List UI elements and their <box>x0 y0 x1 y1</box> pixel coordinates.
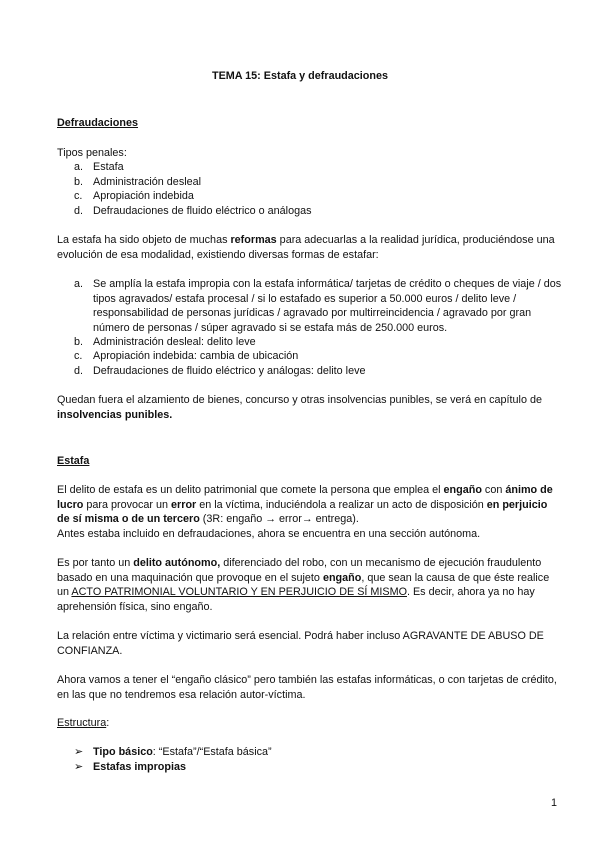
list-marker: c. <box>74 190 83 202</box>
list-marker: d. <box>74 205 84 217</box>
engano-clasico-paragraph: Ahora vamos a tener el “engaño clásico” pero también las estafas informáticas, o con tarjetas de crédito, en las que no tendremos esa relación autor-víctima. <box>57 674 557 701</box>
text: La estafa ha sido objeto de muchas <box>57 234 231 246</box>
list-item: Estafa <box>93 161 124 173</box>
list-marker: b. <box>74 336 84 348</box>
bold-text: Tipo básico <box>93 746 153 758</box>
bold-text: ánimo de lucro <box>57 484 553 511</box>
underlined-text: Estructura <box>57 717 107 729</box>
text: con <box>481 484 506 496</box>
arrow-bullet-icon: ➢ <box>74 746 84 758</box>
reformas-paragraph <box>57 233 557 262</box>
relacion-paragraph: La relación entre víctima y victimario será esencial. Podrá haber incluso AGRAVANTE DE ABUSO DE CONFIANZA. <box>57 630 544 657</box>
section-heading-defraudaciones: Defraudaciones <box>57 117 139 129</box>
page-number: 1 <box>550 797 557 809</box>
bold-text: reformas <box>230 234 277 246</box>
list-item: Administración desleal <box>93 176 202 188</box>
list-marker: d. <box>74 365 84 377</box>
bold-text: delito autónomo, <box>133 557 221 569</box>
text: : <box>106 717 110 729</box>
text: Quedan fuera el alzamiento de bienes, concurso y otras insolvencias punibles, se verá en capítulo de <box>57 394 542 406</box>
text: para provocar un <box>83 498 172 511</box>
section-heading-estafa: Estafa <box>57 455 90 467</box>
text: . Es decir, ahora ya no hay aprehensión física, sino engaño. <box>57 586 535 613</box>
bold-text: en perjuicio de sí misma o de un tercero <box>57 498 548 525</box>
list-marker: a. <box>74 161 84 173</box>
text: El delito de estafa es un delito patrimonial que comete la persona que emplea el <box>57 484 444 496</box>
list-item: Apropiación indebida: cambia de ubicación <box>93 350 299 362</box>
bold-text: error <box>171 498 197 511</box>
bold-text: engaño <box>443 484 482 496</box>
list-item: Apropiación indebida <box>93 190 194 202</box>
list-marker: b. <box>74 176 84 188</box>
text: , que sean la causa de que éste realice un <box>57 571 550 598</box>
fuera-paragraph <box>57 393 557 422</box>
estructura-label <box>57 716 557 731</box>
page-title: TEMA 15: Estafa y defraudaciones <box>211 70 388 82</box>
underlined-text: ACTO PATRIMONIAL VOLUNTARIO Y EN PERJUICIO DE SÍ MISMO <box>71 586 407 598</box>
bold-text: engaño <box>322 571 362 584</box>
list-item: Administración desleal: delito leve <box>93 336 256 348</box>
estafa-definition-paragraph <box>57 483 557 541</box>
tipos-label: Tipos penales: <box>57 147 127 159</box>
list-item: Defraudaciones de fluido eléctrico y análogas: delito leve <box>93 365 366 377</box>
text: Antes estaba incluido en defraudaciones, ahora se encuentra en una sección autónoma. <box>57 527 481 540</box>
bold-text: insolvencias punibles. <box>57 408 173 421</box>
text: Es por tanto un <box>57 557 134 569</box>
delito-autonomo-paragraph <box>57 556 557 614</box>
list-item <box>93 760 563 775</box>
text: : “Estafa”/“Estafa básica” <box>152 746 272 758</box>
text: en la víctima, induciéndola a realizar un acto de disposición <box>196 498 487 511</box>
list-item: Se amplía la estafa impropia con la estafa informática/ tarjetas de crédito o cheques de viaje / dos tipos agravados/ estafa procesal / si lo estafado es superior a 50.000 euros / delito leve / responsabilidad de personas jurídicas / agravado por multirreincidencia / agravado por gran número de personas / súper agravado si se estafa más de 250.000 euros. <box>93 278 562 334</box>
list-item <box>93 745 563 760</box>
list-marker: a. <box>74 278 84 290</box>
list-item: Defraudaciones de fluido eléctrico o análogas <box>93 205 312 217</box>
bold-text: Estafas impropias <box>93 761 187 773</box>
text: diferenciado del robo, con un mecanismo de ejecución fraudulento basado en una maquinación que provoque en el sujeto <box>57 557 542 584</box>
list-marker: c. <box>74 350 83 362</box>
arrow-bullet-icon: ➢ <box>74 761 84 773</box>
text: (3R: engaño → error→ entrega). <box>199 513 359 525</box>
text: para adecuarlas a la realidad jurídica, produciéndose una evolución de esa modalidad, existiendo diversas formas de estafar: <box>57 234 555 261</box>
